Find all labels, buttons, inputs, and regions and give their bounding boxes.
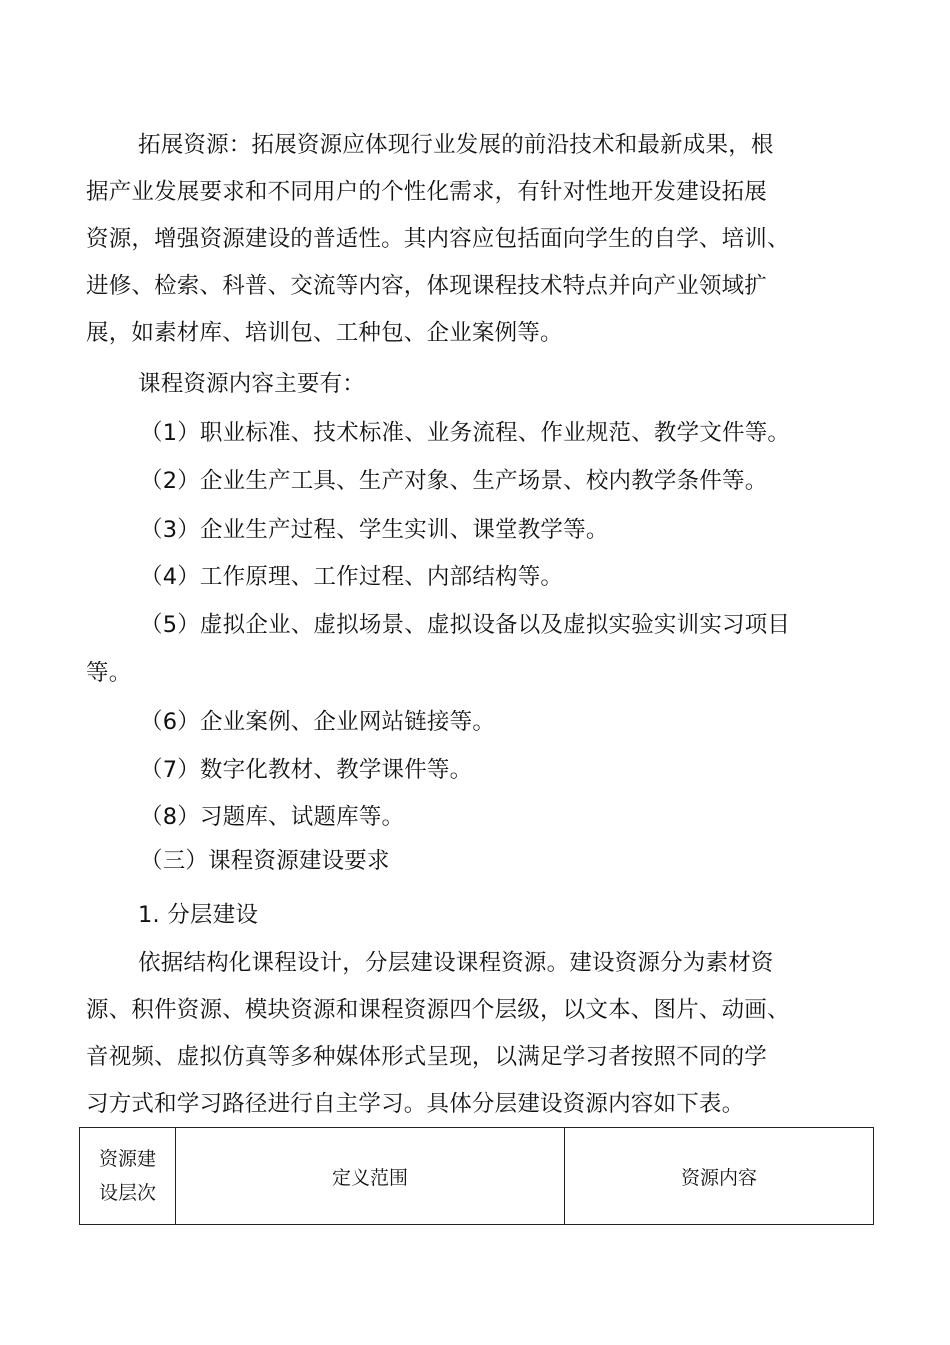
header-cell-content: 资源内容 xyxy=(565,1128,874,1225)
paragraph-line: 习方式和学习路径进行自主学习。具体分层建设资源内容如下表。 xyxy=(86,1091,745,1117)
paragraph-line: 进修、检索、科普、交流等内容，体现课程技术特点并向产业领域扩 xyxy=(86,273,768,299)
list-item: （3）企业生产过程、学生实训、课堂教学等。 xyxy=(140,517,609,543)
paragraph-line: 据产业发展要求和不同用户的个性化需求，有针对性地开发建设拓展 xyxy=(86,179,768,205)
list-item: （8）习题库、试题库等。 xyxy=(140,804,405,830)
paragraph-line: 源、积件资源、模块资源和课程资源四个层级，以文本、图片、动画、 xyxy=(86,997,790,1023)
paragraph-line: 资源，增强资源建设的普适性。其内容应包括面向学生的自学、培训、 xyxy=(86,226,790,252)
list-item: （6）企业案例、企业网站链接等。 xyxy=(140,709,496,735)
subheading: 1. 分层建设 xyxy=(138,902,259,928)
list-item: （2）企业生产工具、生产对象、生产场景、校内教学条件等。 xyxy=(140,468,768,494)
paragraph-line: 音视频、虚拟仿真等多种媒体形式呈现，以满足学习者按照不同的学 xyxy=(86,1044,768,1070)
header-level-line1: 资源建 xyxy=(98,1148,156,1170)
list-item: （1）职业标准、技术标准、业务流程、作业规范、教学文件等。 xyxy=(140,420,791,446)
header-level-line2: 设层次 xyxy=(98,1182,156,1204)
header-cell-definition: 定义范围 xyxy=(176,1128,565,1225)
paragraph-line: 展，如素材库、培训包、工种包、企业案例等。 xyxy=(86,320,563,346)
paragraph-line: 课程资源内容主要有： xyxy=(138,371,366,397)
list-item: （5）虚拟企业、虚拟场景、虚拟设备以及虚拟实验实训实习项目 xyxy=(140,612,791,638)
resource-level-table xyxy=(79,1127,874,1225)
list-item: （7）数字化教材、教学课件等。 xyxy=(140,757,473,783)
section-heading: （三）课程资源建设要求 xyxy=(140,848,390,874)
list-item: （4）工作原理、工作过程、内部结构等。 xyxy=(140,564,564,590)
paragraph-line: 拓展资源：拓展资源应体现行业发展的前沿技术和最新成果，根 xyxy=(138,132,774,158)
paragraph-line: 依据结构化课程设计，分层建设课程资源。建设资源分为素材资 xyxy=(138,950,774,976)
table-header-row xyxy=(80,1128,874,1225)
header-cell-level xyxy=(80,1128,176,1225)
list-item-continuation: 等。 xyxy=(86,660,132,686)
